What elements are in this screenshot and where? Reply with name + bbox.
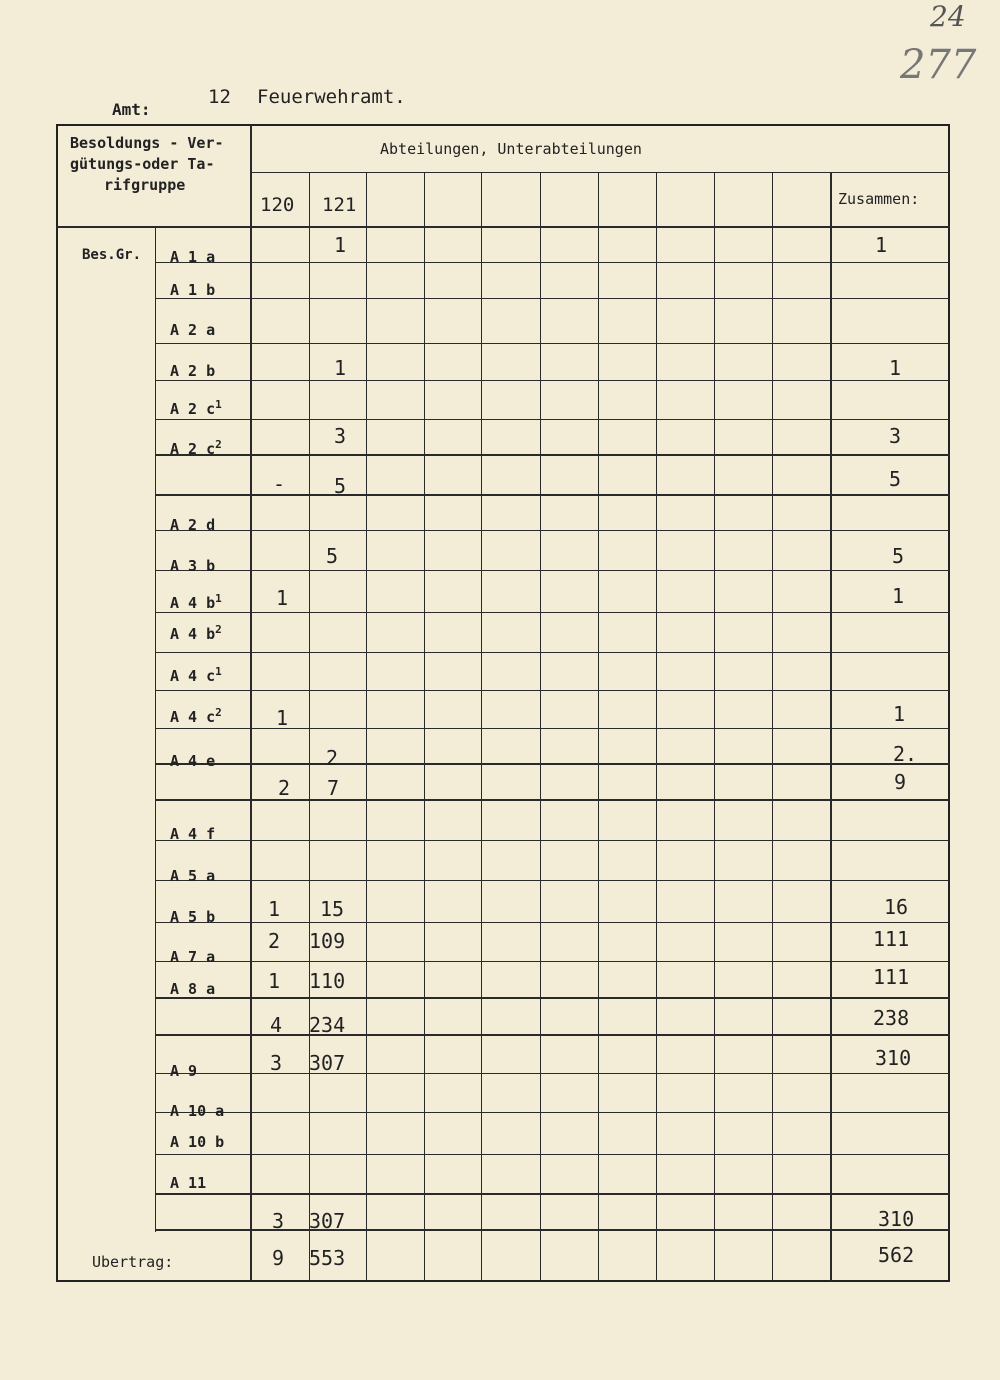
column-header-121: 121 bbox=[322, 194, 357, 216]
grid-line-vertical bbox=[481, 172, 482, 1281]
grid-line-horizontal bbox=[155, 343, 950, 344]
page-number-handwritten: 277 bbox=[900, 42, 977, 88]
grid-line-horizontal bbox=[155, 922, 950, 923]
cell-value: 1 bbox=[276, 706, 289, 730]
group-column-header: Besoldungs - Ver- gütungs-oder Ta- rifgruppe bbox=[70, 134, 224, 194]
grid-line-vertical bbox=[714, 172, 715, 1281]
grid-line-horizontal bbox=[155, 454, 950, 456]
cell-value: 5 bbox=[326, 544, 339, 568]
grid-line-horizontal bbox=[250, 172, 950, 173]
group-label: A 11 bbox=[170, 1174, 207, 1192]
group-label: A 1 a bbox=[170, 248, 216, 266]
group-label: A 5 b bbox=[170, 908, 216, 926]
group-label: A 4 $b^2$ bbox=[170, 623, 222, 643]
group-label: A 8 a bbox=[170, 980, 216, 998]
group-label: A 5 a bbox=[170, 867, 216, 885]
cell-value: 15 bbox=[320, 897, 345, 921]
cell-value: 2 bbox=[268, 929, 281, 953]
grid-line-horizontal bbox=[155, 419, 950, 420]
group-label: A 4 $c^2$ bbox=[170, 706, 222, 726]
cell-value: 2 bbox=[278, 776, 291, 800]
group-label: A 2 b bbox=[170, 362, 216, 380]
grid-line-vertical bbox=[830, 172, 832, 1281]
group-label: A 2 $c^2$ bbox=[170, 438, 222, 458]
departments-header: Abteilungen, Unterabteilungen bbox=[380, 140, 642, 158]
cell-value: 307 bbox=[309, 1209, 346, 1233]
group-label: A 4 e bbox=[170, 752, 216, 770]
cell-total: 5 bbox=[892, 544, 905, 568]
cell-value: 1 bbox=[334, 356, 347, 380]
cell-total: 16 bbox=[884, 895, 909, 919]
cell-value: 307 bbox=[309, 1051, 346, 1075]
group-label: A 3 b bbox=[170, 557, 216, 575]
cell-total: 1 bbox=[889, 356, 902, 380]
cell-value: 1 bbox=[268, 969, 281, 993]
cell-value: 7 bbox=[327, 776, 340, 800]
grid-line-horizontal bbox=[155, 612, 950, 613]
cell-value: 1 bbox=[268, 897, 281, 921]
grid-line-horizontal bbox=[155, 840, 950, 841]
cell-value: 1 bbox=[334, 233, 347, 257]
cell-value: 109 bbox=[309, 929, 346, 953]
grid-line-horizontal bbox=[155, 262, 950, 263]
group-label: A 2 d bbox=[170, 516, 216, 534]
column-header-120: 120 bbox=[260, 194, 295, 216]
cell-total: 111 bbox=[873, 965, 910, 989]
grid-line-horizontal bbox=[155, 652, 950, 653]
grid-line-horizontal bbox=[155, 799, 950, 801]
grid-line-horizontal bbox=[155, 1193, 950, 1195]
group-label: A 10 b bbox=[170, 1133, 225, 1151]
cell-value: 110 bbox=[309, 969, 346, 993]
group-label: A 2 $c^1$ bbox=[170, 398, 222, 418]
cell-value: 4 bbox=[270, 1013, 283, 1037]
cell-value: 234 bbox=[309, 1013, 346, 1037]
group-label: A 4 $b^1$ bbox=[170, 592, 222, 612]
amt-code: 12 bbox=[208, 86, 231, 108]
grid-line-vertical bbox=[772, 172, 773, 1281]
cell-total: 310 bbox=[875, 1046, 912, 1070]
cell-value: 3 bbox=[334, 424, 347, 448]
cell-total: 1 bbox=[892, 584, 905, 608]
cell-value: 3 bbox=[270, 1051, 283, 1075]
grid-line-vertical bbox=[155, 228, 156, 1232]
total-column-header: Zusammen: bbox=[838, 190, 920, 208]
cell-value: 5 bbox=[334, 474, 347, 498]
cell-total: 1 bbox=[875, 233, 888, 257]
grid-line-horizontal bbox=[155, 763, 950, 765]
grid-line-horizontal bbox=[155, 570, 950, 571]
grid-line-vertical bbox=[598, 172, 599, 1281]
group-label: A 2 a bbox=[170, 321, 216, 339]
group-label: A 4 f bbox=[170, 825, 216, 843]
group-label: A 10 a bbox=[170, 1102, 225, 1120]
cell-total: 310 bbox=[878, 1207, 915, 1231]
group-label: A 9 bbox=[170, 1062, 198, 1080]
grid-line-horizontal bbox=[56, 226, 950, 228]
cell-total: 238 bbox=[873, 1006, 910, 1030]
uebertrag-label: Ubertrag: bbox=[92, 1253, 174, 1271]
cell-total: 2. bbox=[893, 742, 918, 766]
group-label: A 1 b bbox=[170, 281, 216, 299]
amt-name: Feuerwehramt. bbox=[257, 86, 406, 108]
cell-value: 553 bbox=[309, 1246, 346, 1270]
cell-value: 1 bbox=[276, 586, 289, 610]
cell-total: 562 bbox=[878, 1243, 915, 1267]
page-number: 24 bbox=[930, 0, 966, 33]
group-label: A 4 $c^1$ bbox=[170, 665, 222, 685]
grid-line-vertical bbox=[309, 172, 310, 1281]
grid-line-horizontal bbox=[155, 1154, 950, 1155]
grid-line-horizontal bbox=[155, 1112, 950, 1113]
cell-total: 1 bbox=[893, 702, 906, 726]
grid-line-horizontal bbox=[155, 728, 950, 729]
group-label: A 7 a bbox=[170, 948, 216, 966]
grid-line-vertical bbox=[366, 172, 367, 1281]
cell-value: - bbox=[273, 472, 286, 496]
grid-line-horizontal bbox=[155, 380, 950, 381]
cell-total: 111 bbox=[873, 927, 910, 951]
grid-line-horizontal bbox=[155, 690, 950, 691]
grid-line-vertical bbox=[424, 172, 425, 1281]
grid-line-horizontal bbox=[155, 530, 950, 531]
cell-total: 9 bbox=[894, 770, 907, 794]
grid-line-vertical bbox=[540, 172, 541, 1281]
cell-value: 2 bbox=[326, 746, 339, 770]
amt-label: Amt: bbox=[112, 100, 151, 119]
cell-total: 5 bbox=[889, 467, 902, 491]
besgr-label: Bes.Gr. bbox=[82, 247, 142, 263]
cell-value: 9 bbox=[272, 1246, 285, 1270]
grid-line-horizontal bbox=[155, 880, 950, 881]
grid-line-horizontal bbox=[155, 961, 950, 962]
grid-line-horizontal bbox=[155, 298, 950, 299]
cell-total: 3 bbox=[889, 424, 902, 448]
grid-line-vertical bbox=[656, 172, 657, 1281]
grid-line-horizontal bbox=[155, 997, 950, 999]
cell-value: 3 bbox=[272, 1209, 285, 1233]
